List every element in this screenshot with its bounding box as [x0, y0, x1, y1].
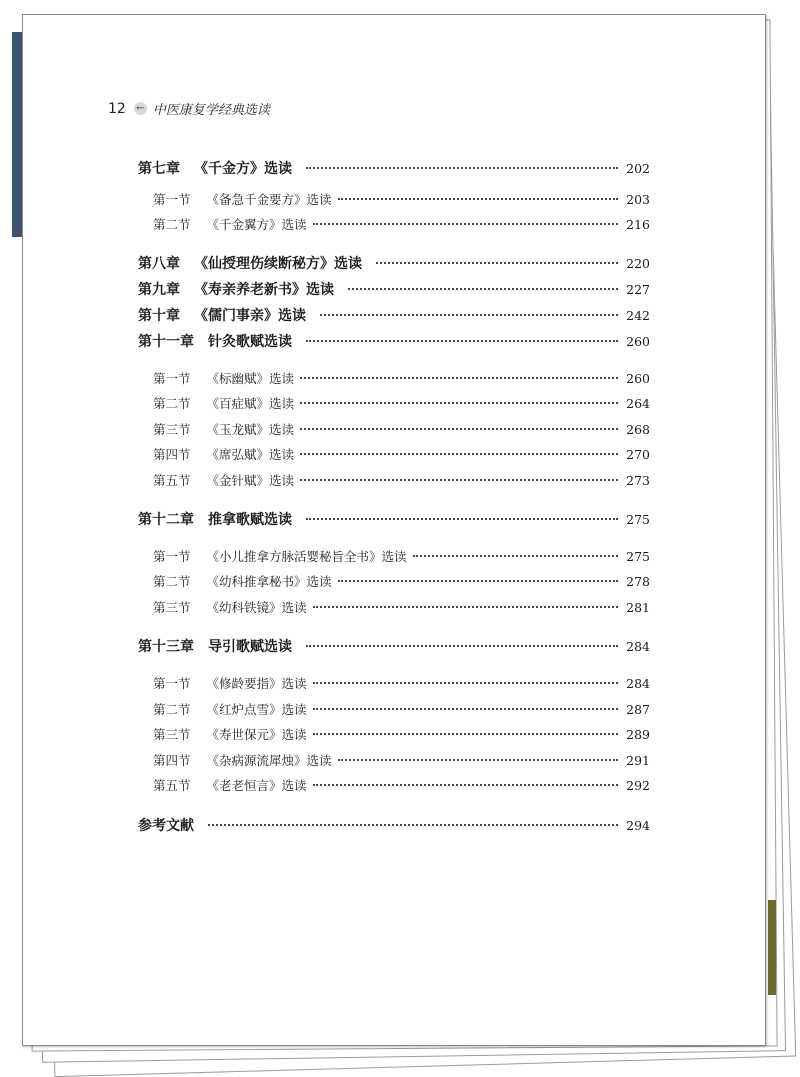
dot-leader: [300, 453, 618, 455]
toc-chapter-entry[interactable]: [138, 331, 650, 351]
toc-section-entry[interactable]: [153, 445, 650, 463]
entry-title: 《仙授理伤续断秘方》选读: [194, 256, 362, 272]
entry-page-number: 275: [626, 512, 650, 527]
entry-title: 推拿歌赋选读: [208, 512, 292, 528]
entry-number: 第一节: [153, 192, 191, 207]
entry-number: 第一节: [153, 549, 191, 564]
dot-leader: [313, 733, 618, 735]
dot-leader: [300, 402, 618, 404]
entry-title: 《小儿推拿方脉活婴秘旨全书》选读: [206, 549, 407, 564]
entry-number: 第三节: [153, 600, 191, 615]
entry-number: 第三节: [153, 422, 191, 437]
entry-page-number: 202: [626, 161, 650, 176]
page-number: 12: [108, 100, 126, 117]
entry-page-number: 284: [626, 676, 650, 691]
entry-title: 《备急千金要方》选读: [206, 192, 332, 207]
entry-label: [153, 471, 294, 489]
entry-title: 《标幽赋》选读: [206, 371, 295, 386]
dot-leader: [300, 377, 618, 379]
dot-leader: [320, 314, 618, 316]
toc-section-entry[interactable]: [153, 751, 650, 769]
entry-title: 《杂病源流犀烛》选读: [206, 753, 332, 768]
entry-title: 《老老恒言》选读: [206, 778, 307, 793]
dot-leader: [376, 262, 618, 264]
entry-number: 第十一章: [138, 334, 194, 350]
dot-leader: [413, 555, 618, 557]
dot-leader: [306, 340, 618, 342]
entry-label: [153, 215, 307, 233]
toc-chapter-entry[interactable]: [138, 509, 650, 529]
entry-label: [153, 725, 307, 743]
dot-leader: [306, 645, 618, 647]
entry-title: 导引歌赋选读: [208, 639, 292, 655]
entry-label: [138, 279, 334, 299]
entry-label: [153, 190, 332, 208]
entry-page-number: 264: [626, 396, 650, 411]
dot-leader: [300, 428, 618, 430]
toc-section-entry[interactable]: [153, 674, 650, 692]
toc-chapter-entry[interactable]: [138, 636, 650, 656]
entry-label: [138, 158, 292, 178]
dot-leader: [313, 223, 618, 225]
toc-chapter-entry[interactable]: [138, 279, 650, 299]
toc-chapter-entry[interactable]: [138, 815, 650, 835]
toc-chapter-entry[interactable]: [138, 253, 650, 273]
dot-leader: [306, 167, 618, 169]
entry-label: [153, 547, 407, 565]
dot-leader: [313, 682, 618, 684]
dot-leader: [313, 784, 618, 786]
toc-chapter-entry[interactable]: [138, 305, 650, 325]
entry-label: [153, 598, 307, 616]
entry-title: 《千金翼方》选读: [206, 217, 307, 232]
entry-title: 《玉龙赋》选读: [206, 422, 295, 437]
entry-number: 第二节: [153, 702, 191, 717]
entry-label: [138, 331, 292, 351]
toc-section-entry[interactable]: [153, 471, 650, 489]
entry-number: 第二节: [153, 574, 191, 589]
entry-page-number: 289: [626, 727, 650, 742]
entry-number: 第二节: [153, 217, 191, 232]
entry-title: 《幼科推拿秘书》选读: [206, 574, 332, 589]
entry-title: 《金针赋》选读: [206, 473, 295, 488]
entry-title: 《寿亲养老新书》选读: [194, 282, 334, 298]
entry-number: 第三节: [153, 727, 191, 742]
entry-label: [153, 420, 294, 438]
entry-label: [153, 751, 332, 769]
entry-label: [138, 636, 292, 656]
entry-number: 第五节: [153, 778, 191, 793]
toc-section-entry[interactable]: [153, 420, 650, 438]
entry-label: [153, 674, 307, 692]
entry-number: 第五节: [153, 473, 191, 488]
entry-page-number: 220: [626, 256, 650, 271]
toc-chapter-entry[interactable]: [138, 158, 650, 178]
entry-page-number: 260: [626, 371, 650, 386]
entry-label: [153, 369, 294, 387]
entry-page-number: 284: [626, 639, 650, 654]
dot-leader: [300, 479, 618, 481]
entry-label: [153, 445, 294, 463]
entry-label: [153, 394, 294, 412]
toc-section-entry[interactable]: [153, 190, 650, 208]
entry-label: [153, 572, 332, 590]
entry-number: 参考文献: [138, 818, 194, 834]
dot-leader: [348, 288, 618, 290]
entry-title: 《红炉点雪》选读: [206, 702, 307, 717]
entry-number: 第十章: [138, 308, 180, 324]
book-cover-edge-lower: [768, 900, 776, 995]
toc-section-entry[interactable]: [153, 394, 650, 412]
toc-section-entry[interactable]: [153, 700, 650, 718]
entry-page-number: 275: [626, 549, 650, 564]
entry-number: 第八章: [138, 256, 180, 272]
toc-section-entry[interactable]: [153, 725, 650, 743]
entry-title: 《儒门事亲》选读: [194, 308, 306, 324]
entry-number: 第十二章: [138, 512, 194, 528]
entry-page-number: 294: [626, 818, 650, 833]
document-page: [22, 14, 766, 1046]
entry-number: 第二节: [153, 396, 191, 411]
dot-leader: [338, 759, 618, 761]
entry-title: 《席弘赋》选读: [206, 447, 295, 462]
entry-number: 第四节: [153, 447, 191, 462]
toc-section-entry[interactable]: [153, 215, 650, 233]
dot-leader: [313, 606, 618, 608]
entry-label: [138, 815, 194, 835]
entry-number: 第十三章: [138, 639, 194, 655]
toc-section-entry[interactable]: [153, 776, 650, 794]
entry-page-number: 268: [626, 422, 650, 437]
dot-leader: [208, 824, 618, 826]
back-arrow-icon: ←: [134, 102, 147, 115]
entry-title: 《百症赋》选读: [206, 396, 295, 411]
entry-page-number: 287: [626, 702, 650, 717]
entry-number: 第七章: [138, 161, 180, 177]
entry-label: [153, 776, 307, 794]
entry-page-number: 291: [626, 753, 650, 768]
entry-number: 第一节: [153, 676, 191, 691]
book-title: 中医康复学经典选读: [152, 103, 270, 118]
entry-label: [138, 253, 362, 273]
entry-page-number: 227: [626, 282, 650, 297]
entry-label: [153, 700, 307, 718]
entry-page-number: 260: [626, 334, 650, 349]
entry-title: 《修龄要指》选读: [206, 676, 307, 691]
toc-section-entry[interactable]: [153, 369, 650, 387]
toc-section-entry[interactable]: [153, 598, 650, 616]
entry-page-number: 216: [626, 217, 650, 232]
entry-title: 《千金方》选读: [194, 161, 292, 177]
entry-label: [138, 509, 292, 529]
entry-page-number: 270: [626, 447, 650, 462]
entry-title: 《寿世保元》选读: [206, 727, 307, 742]
dot-leader: [306, 518, 618, 520]
toc-section-entry[interactable]: [153, 572, 650, 590]
book-cover-edge: [12, 32, 22, 237]
entry-title: 针灸歌赋选读: [208, 334, 292, 350]
entry-number: 第一节: [153, 371, 191, 386]
entry-label: [138, 305, 306, 325]
entry-page-number: 281: [626, 600, 650, 615]
entry-page-number: 242: [626, 308, 650, 323]
entry-page-number: 292: [626, 778, 650, 793]
entry-page-number: 203: [626, 192, 650, 207]
toc-section-entry[interactable]: [153, 547, 650, 565]
dot-leader: [313, 708, 618, 710]
entry-title: 《幼科铁镜》选读: [206, 600, 307, 615]
entry-number: 第九章: [138, 282, 180, 298]
running-header: [108, 99, 270, 118]
entry-number: 第四节: [153, 753, 191, 768]
entry-page-number: 278: [626, 574, 650, 589]
entry-page-number: 273: [626, 473, 650, 488]
dot-leader: [338, 580, 618, 582]
dot-leader: [338, 198, 618, 200]
